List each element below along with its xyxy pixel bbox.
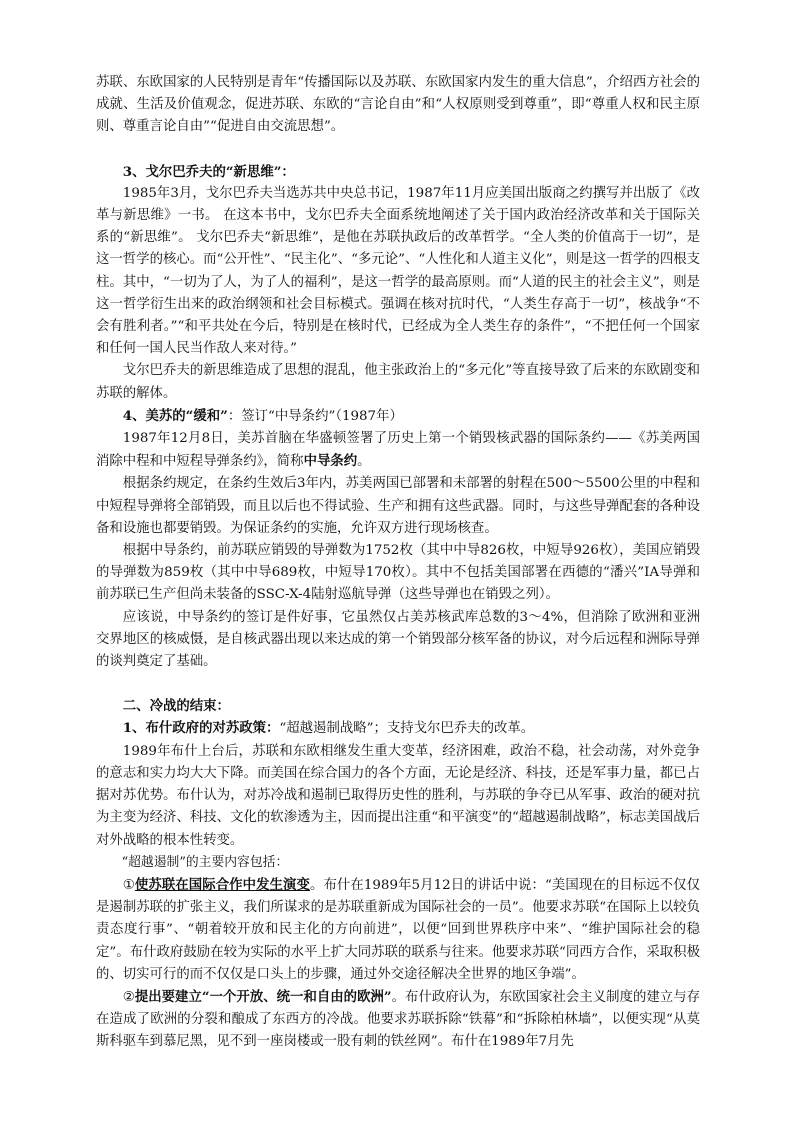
text-span: 。布什政府认为，东欧国家社会主义制度的建立与存在造成了欧洲的分裂和酿成了东西方的冷战。他要求苏联拆除“铁幕”和“拆除柏林墙”，以便实现“从莫斯科驱车到慕尼黑，见不到一座岗楼或一股有刺的铁丝网”。布什在1989年7月先: [96, 989, 701, 1050]
paragraph-inf-missile-counts: 根据中导条约，前苏联应销毁的导弹数为1752枚（其中中导826枚，中短导926枚），美国应销毁的导弹数为859枚（其中中导689枚，中短导170枚）。其中不包括美国部署在西德的“潘兴”IA导弹和前苏联已生产但尚未装备的SSC-X-4陆射巡航导弹（这些导弹也在销毁之列）。: [96, 543, 700, 603]
heading-rest: “超越遏制战略”；支持戈尔巴乔夫的改革。: [279, 721, 535, 737]
text-span: 1987年12月8日，美苏首脑在华盛顿签署了历史上第一个销毁核武器的国际条约——《苏美两国消除中程和中短程导弹条约》，简称: [96, 431, 700, 470]
paragraph-beyond-containment-intro: “超越遏制”的主要内容包括：: [121, 854, 289, 870]
heading-lead: 4、美苏的“缓和”: [122, 407, 228, 424]
paragraph-inf-assessment: 应该说，中导条约的签订是件好事，它虽然仅占美苏核武库总数的3～4%，但消除了欧洲和亚洲交界地区的核威慑，是自核武器出现以来达成的第一个销毁部分核军备的协议，对今后远程和洲际导弹的谈判奠定了基础。: [96, 609, 700, 670]
paragraph-new-thinking-effect: 戈尔巴乔夫的新思维造成了思想的混乱，他主张政治上的“多元化”等直接导致了后来的东欧剧变和苏联的解体。: [96, 363, 700, 401]
section-heading-new-thinking: 3、戈尔巴乔夫的“新思维”：: [122, 163, 295, 180]
bold-point-title: 提出要建立“一个开放、统一和自由的欧洲”: [134, 988, 392, 1005]
bold-point-title: 使苏联在国际合作中发生演变: [134, 876, 310, 893]
paragraph-point-two: [96, 986, 700, 1054]
paragraph-inf-signing: [96, 428, 700, 473]
section-heading-detente: [96, 405, 700, 428]
spacer: [96, 673, 700, 695]
section-heading-bush-policy: [96, 717, 700, 740]
heading-rest: ：签订“中导条约”（1987年）: [227, 408, 403, 424]
paragraph-inf-terms: 根据条约规定，在条约生效后3年内，苏美两国已部署和未部署的射程在500～5500公里的中程和中短程导弹将全部销毁，而且以后也不得试验、生产和拥有这些武器。同时，与这些导弹配套的各种设备和设施也都要销毁。为保证条约的实施，允许双方进行现场核查。: [96, 476, 700, 536]
paragraph-intro: 苏联、东欧国家的人民特别是青年“传播国际以及苏联、东欧国家内发生的重大信息”，介绍西方社会的成就、生活及价值观念，促进苏联、东欧的“言论自由”和“人权原则受到尊重”，即“尊重人权和民主原则、尊重言论自由”“促进自由交流思想”。: [96, 75, 700, 135]
paragraph-new-thinking: 1985年3月，戈尔巴乔夫当选苏共中央总书记，1987年11月应美国出版商之约撰写并出版了《改革与新思维》一书。 在这本书中，戈尔巴乔夫全面系统地阐述了关于国内政治经济改革和关于国际关系的“新思维”。 戈尔巴乔夫“新思维”，是他在苏联执政后的改革哲学。“全人类的价值高于一切”，是这一哲学的核心。而“公开性”、“民主化”、“多元论”、“人性化和人道主义化”，则是这一哲学的四根支柱。其中，“一切为了人，为了人的福利”，是这一哲学的最高原则。而“人道的民主的社会主义”，则是这一哲学衍生出来的政治纲领和社会目标模式。强调在核对抗时代，“人类生存高于一切”，核战争“不会有胜利者。”“和平共处在今后，特别是在核时代，已经成为全人类生存的条件”，“不把任何一个国家和任何一国人民当作敌人来对待。”: [96, 185, 700, 357]
bold-term-inf-treaty: 中导条约: [303, 453, 358, 470]
text-span: 。布什在1989年5月12日的讲话中说：“美国现在的目标远不仅仅是遏制苏联的扩张主义，我们所谋求的是苏联重新成为国际社会的一员”。他要求苏联“在国际上以较负责态度行事”、“朝着较开放和民主化的方向前进”，以便“回到世界秩序中来”、“维护国际社会的稳定”。布什政府鼓励在较为实际的水平上扩大同苏联的联系与往来。他要求苏联“同西方合作，采取积极的、切实可行的而不仅仅是口头上的步骤，通过外交途径解决全世界的地区争端”。: [96, 877, 700, 982]
paragraph-point-one: [96, 874, 700, 986]
heading-lead: 1、布什政府的对苏政策：: [122, 720, 280, 737]
list-marker: ①: [122, 877, 135, 893]
text-span: 。: [357, 454, 371, 470]
paragraph-bush-policy: 1989年布什上台后，苏联和东欧相继发生重大变革，经济困难，政治不稳，社会动荡，对外竞争的意志和实力均大大下降。而美国在综合国力的各个方面，无论是经济、科技，还是军事力量，都已占据对苏优势。布什认为，对苏冷战和遏制已取得历史性的胜利，与苏联的争夺已从军事、政治的硬对抗为主变为经济、科技、文化的软渗透为主，因而提出注重“和平演变”的“超越遏制战略”，标志美国战后对外战略的根本性转变。: [96, 743, 700, 848]
spacer: [96, 139, 700, 161]
section-heading-end-of-cold-war: 二、冷战的结束：: [122, 698, 230, 715]
list-marker: ②: [122, 989, 135, 1005]
